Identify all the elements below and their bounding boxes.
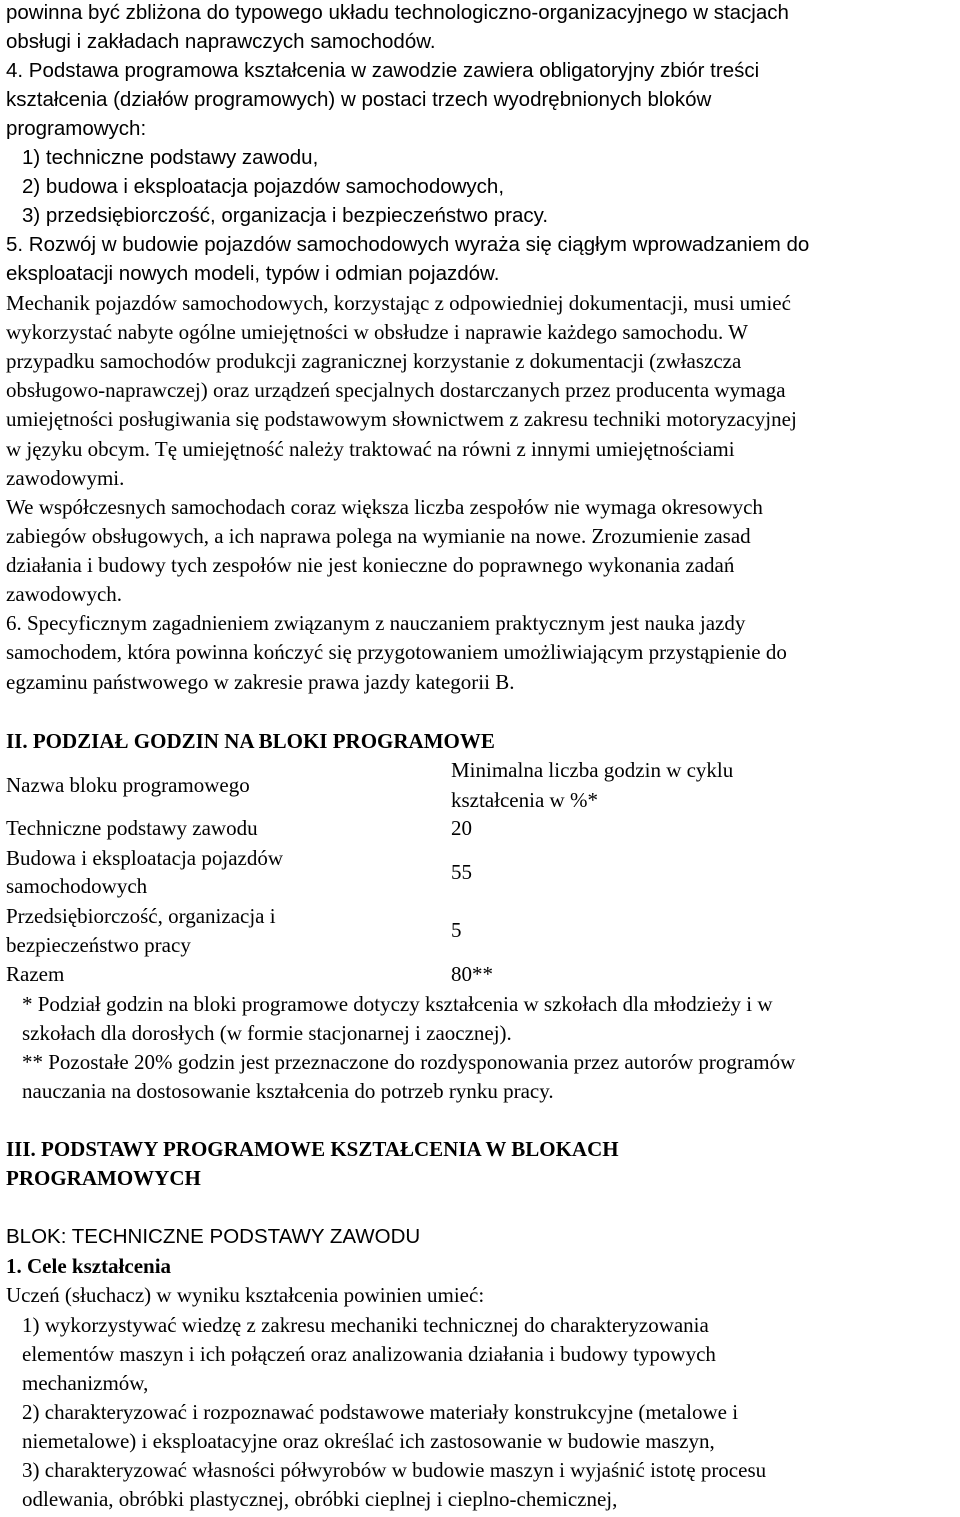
text-line: obsługi i zakładach naprawczych samochodów. [6,30,436,53]
table-header-name: Nazwa bloku programowego [6,773,250,797]
text-line: 5. Rozwój w budowie pojazdów samochodowych wyraża się ciągłym wprowadzaniem do [6,233,810,256]
list-item: 1) wykorzystywać wiedzę z zakresu mechaniki technicznej do charakteryzowania [22,1313,709,1337]
text-line: Mechanik pojazdów samochodowych, korzystając z odpowiedniej dokumentacji, musi umieć [6,291,791,315]
list-item: elementów maszyn i ich połączeń oraz analizowania działania i budowy typowych [22,1342,716,1366]
footnote: * Podział godzin na bloki programowe dotyczy kształcenia w szkołach dla młodzieży i w [22,992,773,1016]
table-cell-name: bezpieczeństwo pracy [6,933,191,957]
footnote: ** Pozostałe 20% godzin jest przeznaczone do rozdysponowania przez autorów programów [22,1050,796,1074]
text-line: powinna być zbliżona do typowego układu technologiczno-organizacyjnego w stacjach [6,1,789,24]
list-item: mechanizmów, [22,1371,149,1395]
text-line: 4. Podstawa programowa kształcenia w zawodzie zawiera obligatoryjny zbiór treści [6,59,760,82]
table-cell-value: 80** [451,962,493,986]
list-item: niemetalowe) i eksploatacyjne oraz określać ich zastosowanie w budowie maszyn, [22,1429,715,1453]
list-item: 2) charakteryzować i rozpoznawać podstawowe materiały konstrukcyjne (metalowe i [22,1400,739,1424]
text-line: programowych: [6,117,147,140]
table-cell-name: Techniczne podstawy zawodu [6,816,258,840]
text-line: We współczesnych samochodach coraz większa liczba zespołów nie wymaga okresowych [6,495,763,519]
text-line: samochodem, która powinna kończyć się przygotowaniem umożliwiającym przystąpienie do [6,640,787,664]
list-item: 2) budowa i eksploatacja pojazdów samochodowych, [22,175,505,198]
table-cell-value: 20 [451,816,472,840]
text-line: egzaminu państwowego w zakresie prawa jazdy kategorii B. [6,670,515,694]
text-line: zabiegów obsługowych, a ich naprawa polega na wymianie na nowe. Zrozumienie zasad [6,524,751,548]
table-header-value: kształcenia w %* [451,788,598,812]
table-cell-name: Razem [6,962,65,986]
section-heading: II. PODZIAŁ GODZIN NA BLOKI PROGRAMOWE [6,729,495,753]
table-cell-value: 55 [451,860,472,884]
text-line: umiejętności posługiwania się podstawowym słownictwem z zakresu techniki motoryzacyjnej [6,407,797,431]
table-cell-value: 5 [451,918,462,942]
footnote: szkołach dla dorosłych (w formie stacjonarnej i zaocznej). [22,1021,512,1045]
section-heading: III. PODSTAWY PROGRAMOWE KSZTAŁCENIA W BLOKACH [6,1137,619,1161]
text-line: obsługowo-naprawczej) oraz urządzeń specjalnych dostarczanych przez producenta wymaga [6,378,786,402]
list-item: 1) techniczne podstawy zawodu, [22,146,319,169]
text-line: Uczeń (słuchacz) w wyniku kształcenia powinien umieć: [6,1283,485,1307]
table-header-value: Minimalna liczba godzin w cyklu [451,758,734,782]
list-item: 3) charakteryzować własności półwyrobów w budowie maszyn i wyjaśnić istotę procesu [22,1458,767,1482]
list-item: odlewania, obróbki plastycznej, obróbki cieplnej i cieplno-chemicznej, [22,1487,618,1511]
text-line: przypadku samochodów produkcji zagranicznej korzystanie z dokumentacji (zwłaszcza [6,349,742,373]
table-cell-name: Budowa i eksploatacja pojazdów [6,846,283,870]
table-cell-name: samochodowych [6,874,148,898]
section-heading: PROGRAMOWYCH [6,1166,201,1190]
text-line: działania i budowy tych zespołów nie jest konieczne do poprawnego wykonania zadań [6,553,735,577]
text-line: zawodowymi. [6,466,125,490]
block-title: BLOK: TECHNICZNE PODSTAWY ZAWODU [6,1225,421,1248]
footnote: nauczania na dostosowanie kształcenia do potrzeb rynku pracy. [22,1079,554,1103]
text-line: kształcenia (działów programowych) w postaci trzech wyodrębnionych bloków [6,88,712,111]
text-line: zawodowych. [6,582,123,606]
table-cell-name: Przedsiębiorczość, organizacja i [6,904,276,928]
list-item: 3) przedsiębiorczość, organizacja i bezpieczeństwo pracy. [22,204,549,227]
subheading: 1. Cele kształcenia [6,1254,172,1278]
text-line: eksploatacji nowych modeli, typów i odmian pojazdów. [6,262,500,285]
text-line: wykorzystać nabyte ogólne umiejętności w obsłudze i naprawie każdego samochodu. W [6,320,748,344]
text-line: w języku obcym. Tę umiejętność należy traktować na równi z innymi umiejętnościami [6,437,735,461]
text-line: 6. Specyficznym zagadnieniem związanym z nauczaniem praktycznym jest nauka jazdy [6,611,746,635]
